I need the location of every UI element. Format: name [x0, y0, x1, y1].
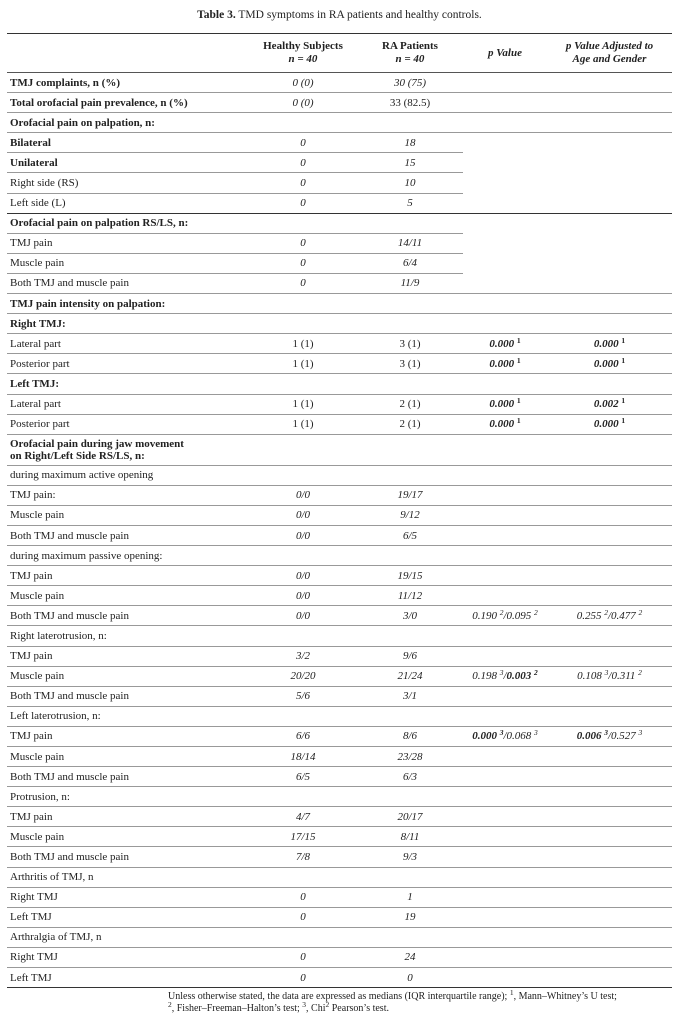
table-cell: 0 — [249, 907, 357, 927]
table-row — [7, 847, 672, 867]
table-cell: TMJ pain — [7, 233, 249, 253]
table-cell: Left TMJ: — [7, 374, 672, 394]
section-heading-row — [7, 787, 672, 807]
table-cell: 0.002 $^1$ — [547, 394, 672, 414]
table-cell: 0.000 $^1$ — [547, 414, 672, 434]
table-row — [7, 807, 672, 827]
table-cell — [463, 73, 547, 93]
table-cell: 2 (1) — [357, 414, 463, 434]
table-row — [7, 73, 672, 93]
table-cell: 0 — [249, 253, 357, 273]
table-cell — [547, 113, 672, 133]
table-cell: 0.000 $^1$ — [463, 354, 547, 374]
table-cell: 8/11 — [357, 827, 463, 847]
table-cell — [547, 747, 672, 767]
table-cell: Muscle pain — [7, 747, 249, 767]
table-row — [7, 887, 672, 907]
table-row — [7, 525, 672, 545]
table-cell: TMJ pain intensity on palpation: — [7, 294, 672, 314]
section-heading-row — [7, 113, 672, 133]
table-cell — [463, 485, 547, 505]
caption-text: TMD symptoms in RA patients and healthy controls. — [235, 9, 482, 21]
table-cell: 1 — [357, 887, 463, 907]
table-row — [7, 566, 672, 586]
table-cell: 6/4 — [357, 253, 463, 273]
table-cell: 5 — [407, 197, 413, 210]
table-cell: Left TMJ — [7, 968, 249, 988]
table-cell — [463, 273, 547, 293]
table-cell: Posterior part — [7, 414, 249, 434]
table-row — [7, 233, 672, 253]
table-cell: 6/5 — [357, 525, 463, 545]
section-heading-row — [7, 927, 672, 947]
table-cell — [547, 686, 672, 706]
table-cell: 0.000 $^1$ — [547, 334, 672, 354]
table-row — [7, 334, 672, 354]
table-cell: 0 — [249, 887, 357, 907]
table-row — [7, 485, 672, 505]
table-cell: 0/0 — [249, 485, 357, 505]
table-cell: 33 (82.5) — [357, 93, 463, 113]
table-cell: Right laterotrusion, n: — [7, 626, 672, 646]
table-row — [7, 273, 672, 293]
table-cell: Both TMJ and muscle pain — [7, 525, 249, 545]
table-cell: 9/3 — [357, 847, 463, 867]
table-cell: 0 — [249, 947, 357, 967]
table-row — [7, 153, 672, 173]
table-cell: 1 (1) — [249, 414, 357, 434]
table-cell: 17/15 — [249, 827, 357, 847]
table-cell: 0 — [249, 968, 357, 988]
table-cell — [547, 273, 672, 293]
table-cell: Muscle pain — [7, 666, 249, 686]
section-heading-row — [7, 294, 672, 314]
header-p-adjusted: p Value Adjusted to Age and Gender — [547, 34, 672, 73]
table-cell: 0.000 $^1$ — [463, 394, 547, 414]
table-cell — [463, 686, 547, 706]
table-cell: Left TMJ — [7, 907, 249, 927]
table-cell: 0 — [249, 273, 357, 293]
table-row — [7, 173, 672, 193]
table-cell — [547, 253, 672, 273]
section-heading-row — [7, 434, 672, 465]
table-row — [7, 907, 672, 927]
table-row — [7, 193, 672, 213]
section-heading-row — [7, 374, 672, 394]
table-cell: Posterior part — [7, 354, 249, 374]
table-cell: 3/0 — [357, 606, 463, 626]
table-cell: 18 — [357, 133, 463, 153]
table-cell: 0.190 $^2$/0.095 $^2$ — [463, 606, 547, 626]
table-cell: Arthralgia of TMJ, n — [7, 927, 672, 947]
section-heading-row — [7, 706, 672, 726]
table-cell: 6/5 — [249, 767, 357, 787]
header-healthy: Healthy Subjects n = 40 — [249, 34, 357, 73]
table-cell: 6/6 — [249, 726, 357, 746]
table-cell — [547, 847, 672, 867]
table-cell: 18/14 — [249, 747, 357, 767]
table-cell: 0.000 $^3$/0.068 $^3$ — [463, 726, 547, 746]
table-cell: 0 (0) — [249, 73, 357, 93]
table-row — [7, 666, 672, 686]
table-cell: Orofacial pain on palpation RS/LS, n: — [7, 213, 463, 233]
table-cell: TMJ pain — [7, 646, 249, 666]
section-heading-row — [7, 546, 672, 566]
table-cell — [463, 505, 547, 525]
table-cell: 0/0 — [249, 566, 357, 586]
table-row — [7, 253, 672, 273]
table-cell — [547, 233, 672, 253]
table-cell: Both TMJ and muscle pain — [7, 606, 249, 626]
table-cell: 15 — [357, 153, 463, 173]
table-cell: TMJ complaints, n (%) — [7, 73, 249, 93]
table-cell — [547, 153, 672, 173]
table-cell: Muscle pain — [7, 253, 249, 273]
table-cell — [463, 113, 547, 133]
table-cell: Muscle pain — [7, 827, 249, 847]
table-row — [7, 133, 672, 153]
table-row — [7, 726, 672, 746]
table-cell — [463, 907, 547, 927]
table-cell: 3/1 — [357, 686, 463, 706]
table-row — [7, 686, 672, 706]
table-cell: Muscle pain — [7, 505, 249, 525]
table-cell: 0/0 — [249, 606, 357, 626]
table-cell: Orofacial pain during jaw movement on Right/Left Side RS/LS, n: — [7, 434, 672, 465]
table-cell: 19 — [357, 907, 463, 927]
table-cell — [463, 947, 547, 967]
table-cell: Lateral part — [7, 334, 249, 354]
table-row — [7, 968, 672, 988]
table-cell: 4/7 — [249, 807, 357, 827]
table-cell — [547, 566, 672, 586]
table-cell: 0/0 — [249, 505, 357, 525]
table-cell: 24 — [357, 947, 463, 967]
table-cell: Both TMJ and muscle pain — [7, 767, 249, 787]
caption-label: Table 3. — [197, 9, 236, 21]
table-cell: 6/3 — [357, 767, 463, 787]
table-cell — [547, 968, 672, 988]
table-cell — [547, 827, 672, 847]
table-cell: Total orofacial pain prevalence, n (%) — [7, 93, 249, 113]
table-cell: 19/17 — [357, 485, 463, 505]
table-cell: 3/2 — [249, 646, 357, 666]
table-cell: 30 (75) — [357, 73, 463, 93]
table-cell — [547, 93, 672, 113]
table-cell: 14/11 — [357, 233, 463, 253]
table-row — [7, 354, 672, 374]
table-cell: 0.000 $^1$ — [463, 334, 547, 354]
table-cell — [547, 646, 672, 666]
table-cell: Right side (RS) — [7, 173, 249, 193]
table-cell — [547, 173, 672, 193]
table-cell: 0/0 — [249, 586, 357, 606]
table-row — [7, 606, 672, 626]
tmd-symptoms-table — [7, 33, 672, 988]
table-cell: 21/24 — [357, 666, 463, 686]
table-cell: Left laterotrusion, n: — [7, 706, 672, 726]
table-cell — [463, 566, 547, 586]
table-cell: Both TMJ and muscle pain — [7, 273, 249, 293]
table-cell — [463, 847, 547, 867]
table-cell — [463, 586, 547, 606]
table-cell: 0 (0) — [249, 93, 357, 113]
table-cell — [463, 646, 547, 666]
table-cell: during maximum active opening — [7, 465, 672, 485]
table-cell: Orofacial pain on palpation, n: — [7, 113, 463, 133]
table-cell — [547, 505, 672, 525]
header-empty — [7, 34, 249, 73]
table-cell: Both TMJ and muscle pain — [7, 847, 249, 867]
table-cell: 0 — [249, 173, 357, 193]
section-heading-row — [7, 626, 672, 646]
section-heading-row — [7, 867, 672, 887]
table-cell: Lateral part — [7, 394, 249, 414]
table-cell — [547, 947, 672, 967]
header-ra: RA Patients n = 40 — [357, 34, 463, 73]
table-cell: 8/6 — [357, 726, 463, 746]
table-cell: 9/12 — [357, 505, 463, 525]
table-cell — [547, 586, 672, 606]
section-heading-row — [7, 465, 672, 485]
table-cell: 0 — [300, 197, 306, 210]
table-cell: TMJ pain: — [7, 485, 249, 505]
table-cell: 0.108 $^3$/0.311 $^2$ — [547, 666, 672, 686]
table-cell: TMJ pain — [7, 566, 249, 586]
table-row — [7, 505, 672, 525]
table-cell — [463, 213, 547, 233]
table-row — [7, 947, 672, 967]
table-cell: 0.255 $^2$/0.477 $^2$ — [547, 606, 672, 626]
table-cell: Arthritis of TMJ, n — [7, 867, 672, 887]
table-cell: 1 (1) — [249, 334, 357, 354]
table-cell: 1 (1) — [249, 394, 357, 414]
table-cell: Both TMJ and muscle pain — [7, 686, 249, 706]
table-cell: TMJ pain — [7, 726, 249, 746]
table-cell — [463, 233, 547, 253]
table-cell — [463, 807, 547, 827]
table-cell: Left side (L) — [10, 197, 66, 210]
table-cell — [547, 485, 672, 505]
table-cell — [547, 907, 672, 927]
table-cell: Right TMJ — [7, 887, 249, 907]
table-cell: 23/28 — [357, 747, 463, 767]
table-cell — [463, 747, 547, 767]
table-cell — [547, 133, 672, 153]
table-cell: Right TMJ — [7, 947, 249, 967]
table-cell: 10 — [357, 173, 463, 193]
table-caption — [0, 9, 679, 21]
table-cell — [463, 153, 547, 173]
table-cell: 0 — [357, 968, 463, 988]
table-row — [7, 394, 672, 414]
section-heading-row — [7, 314, 672, 334]
table-cell: 20/17 — [357, 807, 463, 827]
table-cell: 0.000 $^1$ — [463, 414, 547, 434]
table-cell: 9/6 — [357, 646, 463, 666]
table-cell — [463, 93, 547, 113]
table-cell: 5/6 — [249, 686, 357, 706]
table-cell — [463, 253, 547, 273]
table-cell: 0 — [249, 153, 357, 173]
table-cell: 3 (1) — [357, 334, 463, 354]
table-cell: 0 — [249, 133, 357, 153]
header-p-value: p Value — [463, 34, 547, 73]
table-cell — [463, 767, 547, 787]
table-cell: 20/20 — [249, 666, 357, 686]
header-row — [7, 34, 672, 73]
table-cell — [463, 827, 547, 847]
table-cell — [547, 213, 672, 233]
table-cell — [547, 767, 672, 787]
table-cell: during maximum passive opening: — [7, 546, 672, 566]
table-cell — [463, 133, 547, 153]
table-cell — [547, 525, 672, 545]
table-cell: 11/12 — [357, 586, 463, 606]
table-cell: 7/8 — [249, 847, 357, 867]
table-cell — [463, 887, 547, 907]
table-cell: Unilateral — [7, 153, 249, 173]
table-cell — [547, 807, 672, 827]
table-cell: 11/9 — [357, 273, 463, 293]
table-cell: 0/0 — [249, 525, 357, 545]
table-cell — [463, 525, 547, 545]
table-cell: 2 (1) — [357, 394, 463, 414]
table-footnote: Unless otherwise stated, the data are expressed as medians (IQR interquartile range); $^1$, Mann–Whitney’s U test; $^2$, Fisher–Freeman–Halton’s test; $^3$, Chi$^2$ Pearson’s test. — [168, 988, 617, 1014]
table-cell: Protrusion, n: — [7, 787, 672, 807]
table-cell: Muscle pain — [7, 586, 249, 606]
section-heading-row — [7, 213, 672, 233]
table-cell: 0 — [249, 233, 357, 253]
table-cell: 0.000 $^1$ — [547, 354, 672, 374]
table-cell — [547, 887, 672, 907]
table-row — [7, 414, 672, 434]
table-cell: Bilateral — [7, 133, 249, 153]
table-cell — [463, 173, 547, 193]
table-cell — [547, 193, 672, 213]
table-row — [7, 586, 672, 606]
table-cell — [463, 193, 547, 213]
table-cell: Right TMJ: — [7, 314, 672, 334]
table-row — [7, 827, 672, 847]
table-cell: 0.198 $^3$/0.003 $^2$ — [463, 666, 547, 686]
table-cell: 19/15 — [357, 566, 463, 586]
table-cell — [547, 73, 672, 93]
table-cell: 0.006 $^3$/0.527 $^3$ — [547, 726, 672, 746]
table-cell: 1 (1) — [249, 354, 357, 374]
table-row — [7, 93, 672, 113]
table-cell: TMJ pain — [7, 807, 249, 827]
table-cell: 3 (1) — [357, 354, 463, 374]
table-row — [7, 767, 672, 787]
table-row — [7, 646, 672, 666]
table-row — [7, 747, 672, 767]
table-cell — [463, 968, 547, 988]
